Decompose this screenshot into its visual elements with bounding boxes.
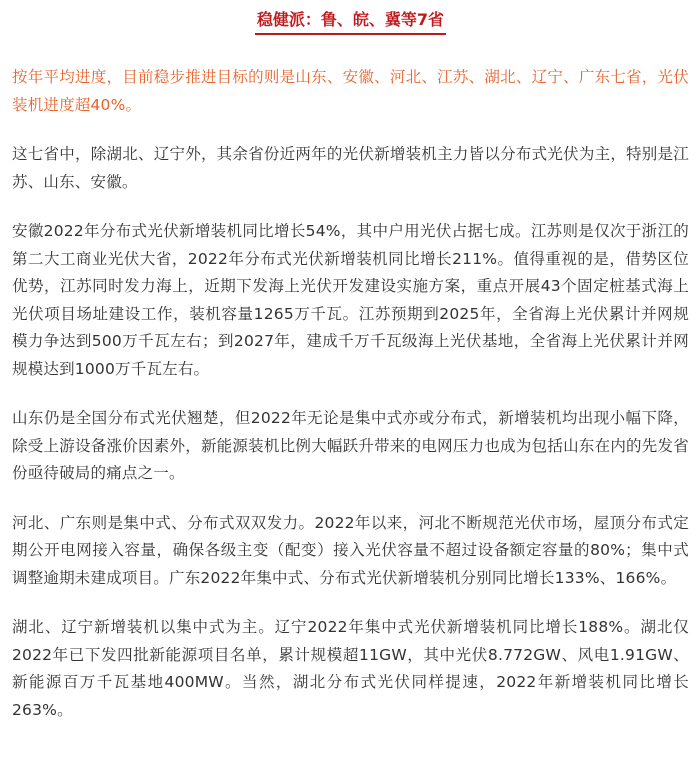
- body-paragraph: 这七省中，除湖北、辽宁外，其余省份近两年的光伏新增装机主力皆以分布式光伏为主，特别是江苏、山东、安徽。: [12, 145, 689, 191]
- lead-paragraph: 按年平均进度，目前稳步推进目标的则是山东、安徽、河北、江苏、湖北、辽宁、广东七省，光伏装机进度超40%。: [12, 68, 689, 114]
- body-paragraph: 山东仍是全国分布式光伏翘楚，但2022年无论是集中式亦或分布式，新增装机均出现小幅下降，除受上游设备涨价因素外，新能源装机比例大幅跃升带来的电网压力也成为包括山东在内的先发省份亟待破局的痛点之一。: [12, 409, 689, 482]
- section-title-wrapper: [12, 8, 689, 38]
- body-paragraph: 河北、广东则是集中式、分布式双双发力。2022年以来，河北不断规范光伏市场，屋顶分布式定期公开电网接入容量，确保各级主变（配变）接入光伏容量不超过设备额定容量的80%；集中式调整逾期未建成项目。广东2022年集中式、分布式光伏新增装机分别同比增长133%、166%。: [12, 513, 689, 587]
- section-title: 稳健派：鲁、皖、冀等7省: [255, 8, 446, 35]
- body-paragraph: 安徽2022年分布式光伏新增装机同比增长54%，其中户用光伏占据七成。江苏则是仅次于浙江的第二大工商业光伏大省，2022年分布式光伏新增装机同比增长211%。值得重视的是，借势区位优势，江苏同时发力海上，近期下发海上光伏开发建设实施方案，重点开展43个固定桩基式海上光伏项目场址建设工作，装机容量1265万千瓦。江苏预期到2025年，全省海上光伏累计并网规模力争达到500万千瓦左右；到2027年，建成千万千瓦级海上光伏基地，全省海上光伏累计并网规模达到1000万千瓦左右。: [12, 222, 689, 378]
- body-paragraph: 湖北、辽宁新增装机以集中式为主。辽宁2022年集中式光伏新增装机同比增长188%。湖北仅2022年已下发四批新能源项目名单，累计规模超11GW，其中光伏8.772GW、风电1.91GW、新能源百万千瓦基地400MW。当然，湖北分布式光伏同样提速，2022年新增装机同比增长263%。: [12, 618, 689, 719]
